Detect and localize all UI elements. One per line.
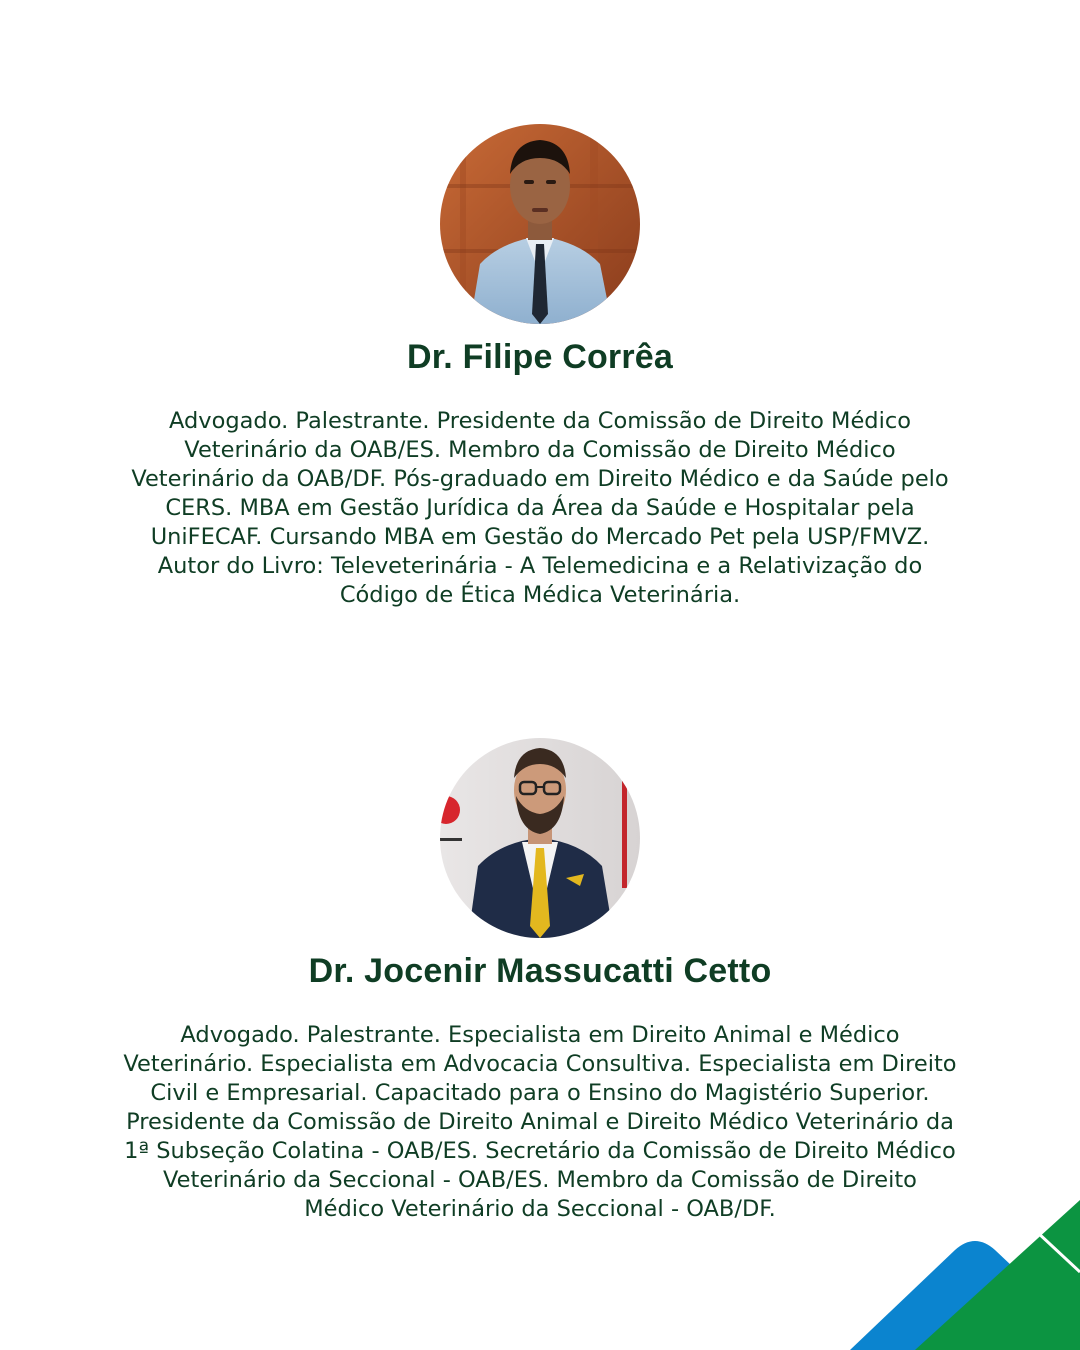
bio-line: Autor do Livro: Televeterinária - A Telemedicina e a Relativização do [157, 553, 923, 579]
bio-line: Advogado. Palestrante. Presidente da Comissão de Direito Médico [169, 408, 911, 434]
avatar-photo [440, 124, 640, 324]
speaker-bio [131, 407, 948, 610]
bio-line: CERS. MBA em Gestão Jurídica da Área da Saúde e Hospitalar pela [165, 495, 915, 521]
bio-line: Médico Veterinário da Seccional - OAB/DF. [304, 1196, 776, 1222]
bio-line: Veterinário da OAB/ES. Membro da Comissão de Direito Médico [184, 437, 896, 463]
bio-line: Advogado. Palestrante. Especialista em Direito Animal e Médico [180, 1022, 900, 1048]
corner-decoration [760, 1180, 1080, 1350]
speaker-name: Dr. Jocenir Massucatti Cetto [308, 952, 772, 990]
avatar-photo [440, 738, 640, 938]
bio-line: Código de Ética Médica Veterinária. [339, 582, 741, 608]
profile-jocenir [0, 738, 1080, 1224]
bio-line: Veterinário da OAB/DF. Pós-graduado em Direito Médico e da Saúde pelo [131, 466, 949, 492]
bio-line: Veterinário da Seccional - OAB/ES. Membro da Comissão de Direito [163, 1167, 917, 1193]
bio-line: Civil e Empresarial. Capacitado para o Ensino do Magistério Superior. [150, 1080, 930, 1106]
profile-filipe [0, 124, 1080, 610]
bio-line: Veterinário. Especialista em Advocacia Consultiva. Especialista em Direito [123, 1051, 957, 1077]
bio-line: Presidente da Comissão de Direito Animal e Direito Médico Veterinário da [126, 1109, 954, 1135]
bio-line: 1ª Subseção Colatina - OAB/ES. Secretário da Comissão de Direito Médico [124, 1138, 956, 1164]
speaker-name: Dr. Filipe Corrêa [406, 338, 674, 376]
bio-line: UniFECAF. Cursando MBA em Gestão do Mercado Pet pela USP/FMVZ. [150, 524, 930, 550]
